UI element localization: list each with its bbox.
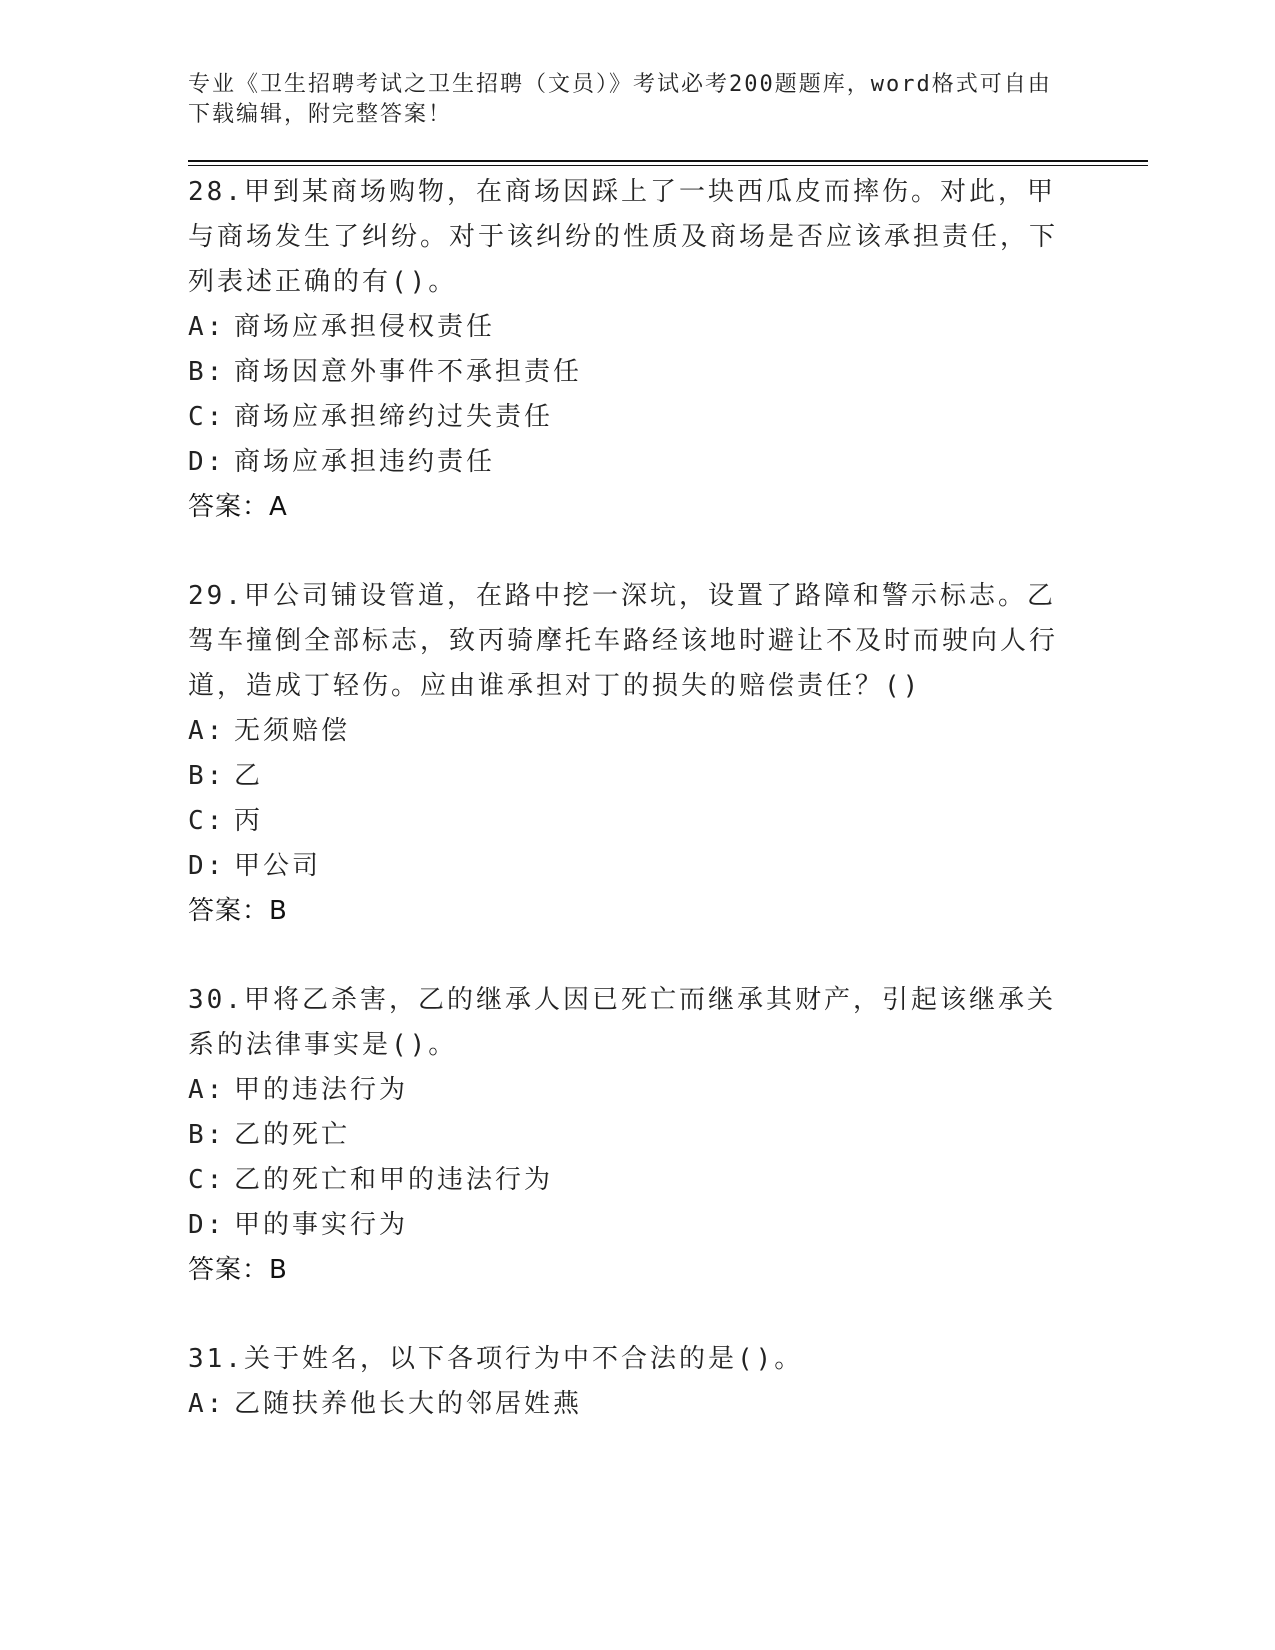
question-30: [188, 978, 1148, 1293]
question-28: [188, 170, 1148, 530]
option-text: 甲公司: [234, 851, 322, 881]
answer-label: 答案：B: [188, 1255, 288, 1285]
option-key: D:: [188, 1210, 226, 1240]
option-key: D:: [188, 851, 226, 881]
option-text: 商场应承担侵权责任: [234, 312, 496, 342]
question-text: 29.甲公司铺设管道，在路中挖一深坑，设置了路障和警示标志。乙驾车撞倒全部标志，致丙骑摩托车路经该地时避让不及时而驶向人行道，造成丁轻伤。应由谁承担对丁的损失的赔偿责任？(): [188, 581, 1059, 701]
question-list: [188, 170, 1148, 1427]
option-text: 乙随扶养他长大的邻居姓燕: [234, 1389, 583, 1419]
option-b: [188, 754, 1148, 799]
answer-label: 答案：A: [188, 492, 288, 522]
question-29: [188, 574, 1148, 934]
option-a: [188, 1382, 1148, 1427]
document-page: [188, 70, 1148, 1471]
option-key: C:: [188, 402, 226, 432]
answer-label: 答案：B: [188, 896, 288, 926]
option-text: 商场应承担违约责任: [234, 447, 496, 477]
option-text: 甲的事实行为: [234, 1210, 409, 1240]
header-divider-secondary: [188, 165, 1148, 166]
option-text: 无须赔偿: [234, 716, 351, 746]
option-a: [188, 305, 1148, 350]
option-key: A:: [188, 716, 226, 746]
option-d: [188, 1203, 1148, 1248]
option-text: 乙的死亡: [234, 1120, 351, 1150]
question-31: [188, 1337, 1148, 1427]
option-c: [188, 395, 1148, 440]
option-d: [188, 844, 1148, 889]
option-text: 商场应承担缔约过失责任: [234, 402, 554, 432]
option-key: A:: [188, 1075, 226, 1105]
option-d: [188, 440, 1148, 485]
option-c: [188, 1158, 1148, 1203]
option-a: [188, 1068, 1148, 1113]
option-key: C:: [188, 1165, 226, 1195]
option-key: B:: [188, 1120, 226, 1150]
question-text: 30.甲将乙杀害，乙的继承人因已死亡而继承其财产，引起该继承关系的法律事实是()。: [188, 985, 1056, 1060]
document-header: 专业《卫生招聘考试之卫生招聘（文员）》考试必考200题题库，word格式可自由下载编辑，附完整答案！: [188, 72, 1052, 127]
option-a: [188, 709, 1148, 754]
option-key: B:: [188, 357, 226, 387]
header-divider: [188, 160, 1148, 162]
option-text: 甲的违法行为: [234, 1075, 409, 1105]
option-c: [188, 799, 1148, 844]
option-key: B:: [188, 761, 226, 791]
option-b: [188, 350, 1148, 395]
question-text: 28.甲到某商场购物，在商场因踩上了一块西瓜皮而摔伤。对此，甲与商场发生了纠纷。对于该纠纷的性质及商场是否应该承担责任，下列表述正确的有()。: [188, 177, 1059, 297]
option-text: 乙的死亡和甲的违法行为: [234, 1165, 554, 1195]
option-text: 乙: [234, 761, 264, 791]
option-key: C:: [188, 806, 226, 836]
option-key: D:: [188, 447, 226, 477]
option-key: A:: [188, 312, 226, 342]
option-text: 丙: [234, 806, 264, 836]
question-text: 31.关于姓名，以下各项行为中不合法的是()。: [188, 1344, 804, 1374]
option-text: 商场因意外事件不承担责任: [234, 357, 583, 387]
option-key: A:: [188, 1389, 226, 1419]
option-b: [188, 1113, 1148, 1158]
